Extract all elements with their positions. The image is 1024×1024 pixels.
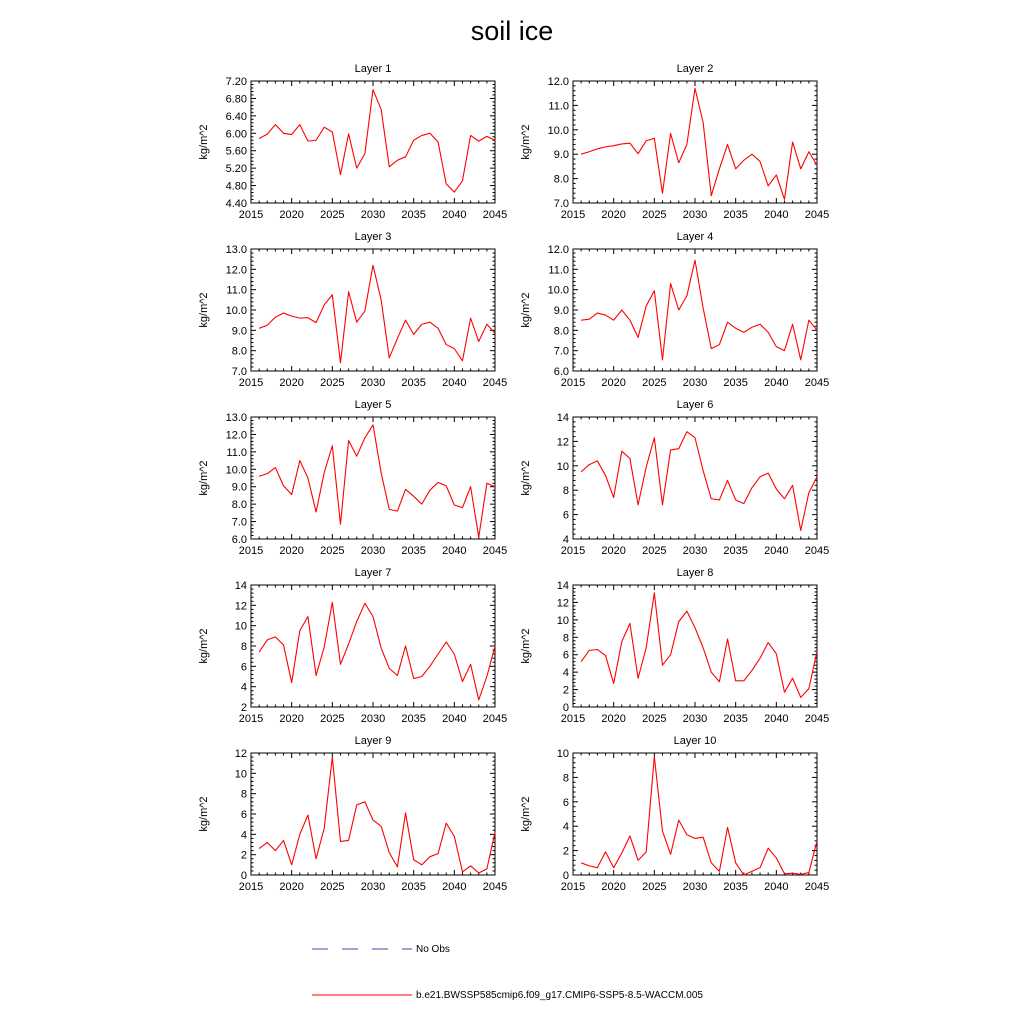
layer-4-title: Layer 4 [676,231,714,243]
layer-2-series-line [581,88,817,199]
layer-2-panel [520,63,829,221]
layer-4-ytick-label: 8.0 [553,325,569,338]
layer-10-ylabel: kg/m^2 [520,796,532,832]
layer-8-ytick-label: 2 [562,684,569,697]
layer-6-title: Layer 6 [676,399,714,411]
layer-9-ytick-label: 8 [240,788,247,801]
layer-4-ytick-label: 6.0 [553,366,569,378]
layer-2-xtick-label: 2020 [601,209,626,221]
layer-5-xtick-label: 2030 [360,545,386,557]
layer-5-ytick-label: 11.0 [226,446,247,459]
layer-3-xtick-label: 2035 [401,377,426,389]
layer-1-xtick-label: 2045 [482,209,508,221]
layer-3-xtick-label: 2040 [442,377,467,389]
layer-1-panel [198,63,507,221]
layer-1-frame [251,81,495,203]
layer-1-ylabel: kg/m^2 [198,124,210,160]
layer-5-xtick-label: 2040 [442,545,467,557]
layer-4-xtick-label: 2035 [723,377,748,389]
layer-7-ytick-label: 4 [240,681,247,694]
layer-3-ytick-label: 9.0 [231,325,247,338]
layer-8-xtick-label: 2035 [723,713,748,725]
layer-8-series-line [581,593,817,698]
layer-8-frame [573,585,817,707]
layer-9-xtick-label: 2045 [482,881,508,893]
layer-2-ytick-label: 8.0 [553,173,569,186]
layer-4-xtick-label: 2040 [764,377,789,389]
layer-6-xtick-label: 2045 [804,545,830,557]
layer-7-ytick-label: 8 [240,641,247,653]
layer-2-ytick-label: 7.0 [553,198,569,210]
layer-4-ytick-label: 11.0 [548,264,569,277]
layer-9-series-line [259,757,495,873]
page-title: soil ice [470,16,554,46]
layer-1-xtick-label: 2040 [442,209,467,221]
layer-9-ytick-label: 4 [240,829,247,842]
layer-3-ytick-label: 10.0 [225,305,247,317]
layer-7-ytick-label: 10 [234,620,247,633]
layer-8-xtick-label: 2015 [560,713,586,725]
layer-9-xtick-label: 2015 [238,881,264,893]
layer-2-xtick-label: 2015 [560,209,586,221]
layer-7-title: Layer 7 [354,567,392,579]
layer-10-ytick-label: 0 [562,870,569,882]
layer-5-ytick-label: 9.0 [231,481,247,494]
layer-3-xtick-label: 2020 [279,377,304,389]
layer-6-xtick-label: 2020 [601,545,626,557]
layer-5-xtick-label: 2020 [279,545,304,557]
layer-1-ytick-label: 5.20 [225,163,247,176]
layer-9-xtick-label: 2035 [401,881,426,893]
layer-1-xtick-label: 2030 [360,209,386,221]
layer-10-panel [520,735,829,893]
layer-3-ytick-label: 7.0 [231,366,247,378]
layer-3-ytick-label: 13.0 [225,244,247,256]
layer-7-xtick-label: 2015 [238,713,264,725]
layer-7-ytick-label: 14 [234,580,247,592]
layer-8-title: Layer 8 [676,567,714,579]
layer-3-xtick-label: 2025 [320,377,345,389]
layer-5-frame [251,417,495,539]
layer-8-ytick-label: 10 [556,614,569,627]
layer-10-ytick-label: 4 [562,821,569,834]
layer-9-ytick-label: 6 [240,809,247,821]
layer-9-panel [198,735,507,893]
layer-8-xtick-label: 2025 [642,713,667,725]
layer-8-panel [520,567,829,725]
layer-6-xtick-label: 2025 [642,545,667,557]
layer-7-xtick-label: 2025 [320,713,345,725]
layer-10-ytick-label: 10 [556,748,569,760]
layer-7-ytick-label: 6 [240,661,247,674]
layer-4-xtick-label: 2015 [560,377,586,389]
layer-1-series-line [259,90,495,192]
layer-8-ytick-label: 14 [556,580,569,592]
layer-2-ytick-label: 10.0 [547,124,569,137]
layer-5-ytick-label: 12.0 [225,429,247,442]
layer-2-ylabel: kg/m^2 [520,124,532,160]
layer-7-series-line [259,602,495,700]
layer-7-frame [251,585,495,707]
layer-9-xtick-label: 2020 [279,881,304,893]
layer-5-xtick-label: 2045 [482,545,508,557]
layer-5-ytick-label: 10.0 [225,464,247,477]
layer-4-frame [573,249,817,371]
layer-9-ytick-label: 12 [234,748,247,760]
layer-9-ytick-label: 10 [234,768,247,781]
layer-2-xtick-label: 2030 [682,209,708,221]
layer-1-ytick-label: 4.80 [225,180,247,193]
layer-8-ytick-label: 6 [562,649,569,662]
layer-4-ytick-label: 10.0 [547,284,569,297]
layer-7-ytick-label: 2 [240,702,247,714]
layer-5-ytick-label: 8.0 [231,499,247,512]
layer-1-xtick-label: 2025 [320,209,345,221]
layer-10-xtick-label: 2045 [804,881,830,893]
layer-1-xtick-label: 2020 [279,209,304,221]
layer-2-ytick-label: 12.0 [547,76,569,88]
layer-5-panel [198,399,507,557]
layer-4-series-line [581,260,817,360]
layer-9-ytick-label: 2 [240,849,247,862]
layer-7-xtick-label: 2040 [442,713,467,725]
layer-1-ytick-label: 6.00 [225,128,247,141]
layer-10-ytick-label: 2 [562,845,569,858]
layer-8-ytick-label: 0 [562,702,569,714]
layer-6-xtick-label: 2040 [764,545,789,557]
layer-8-xtick-label: 2020 [601,713,626,725]
layer-2-ytick-label: 9.0 [553,149,569,162]
layer-6-ytick-label: 10 [556,460,569,473]
layer-9-xtick-label: 2030 [360,881,386,893]
legend-label-model-run: b.e21.BWSSP585cmip6.f09_g17.CMIP6-SSP5-8.5-WACCM.005 [416,990,703,1001]
layer-1-ytick-label: 4.40 [225,198,247,210]
layer-10-xtick-label: 2040 [764,881,789,893]
layer-6-ytick-label: 14 [556,412,569,424]
layer-9-xtick-label: 2040 [442,881,467,893]
layer-2-xtick-label: 2040 [764,209,789,221]
layer-9-frame [251,753,495,875]
layer-7-xtick-label: 2030 [360,713,386,725]
layer-10-title: Layer 10 [673,735,717,747]
layer-4-ytick-label: 7.0 [553,345,569,358]
layer-9-ytick-label: 0 [240,870,247,882]
layer-4-xtick-label: 2030 [682,377,708,389]
layer-1-ytick-label: 6.40 [225,110,247,123]
layer-4-panel [520,231,829,389]
layer-6-ytick-label: 4 [562,534,569,546]
layer-3-ytick-label: 11.0 [226,284,247,297]
layer-2-xtick-label: 2035 [723,209,748,221]
layer-4-xtick-label: 2045 [804,377,830,389]
layer-3-ytick-label: 8.0 [231,345,247,358]
layer-5-xtick-label: 2015 [238,545,264,557]
layer-6-panel [520,399,829,557]
layer-6-frame [573,417,817,539]
layer-4-xtick-label: 2020 [601,377,626,389]
layer-10-xtick-label: 2025 [642,881,667,893]
layer-9-title: Layer 9 [354,735,392,747]
layer-8-ytick-label: 4 [562,667,569,680]
layer-1-ytick-label: 7.20 [225,76,247,88]
layer-8-xtick-label: 2030 [682,713,708,725]
layer-5-series-line [259,425,495,537]
layer-3-series-line [259,265,495,363]
layer-2-title: Layer 2 [676,63,714,75]
layer-4-ylabel: kg/m^2 [520,292,532,328]
layer-7-xtick-label: 2020 [279,713,304,725]
layer-10-ytick-label: 8 [562,772,569,785]
layer-6-xtick-label: 2015 [560,545,586,557]
layer-6-xtick-label: 2035 [723,545,748,557]
layer-3-xtick-label: 2030 [360,377,386,389]
layer-5-xtick-label: 2035 [401,545,426,557]
layer-6-ytick-label: 6 [562,509,569,522]
layer-10-xtick-label: 2020 [601,881,626,893]
layer-1-ytick-label: 6.80 [225,93,247,106]
layer-10-xtick-label: 2030 [682,881,708,893]
layer-3-xtick-label: 2045 [482,377,508,389]
layer-7-xtick-label: 2045 [482,713,508,725]
layer-7-ytick-label: 12 [234,600,247,613]
layer-2-frame [573,81,817,203]
layer-9-ylabel: kg/m^2 [198,796,210,832]
layer-10-xtick-label: 2015 [560,881,586,893]
layer-8-xtick-label: 2045 [804,713,830,725]
layer-5-title: Layer 5 [354,399,392,411]
layer-3-xtick-label: 2015 [238,377,264,389]
layer-3-ylabel: kg/m^2 [198,292,210,328]
layer-5-ylabel: kg/m^2 [198,460,210,496]
layer-2-ytick-label: 11.0 [548,100,569,113]
layer-4-ytick-label: 12.0 [547,244,569,256]
layer-3-ytick-label: 12.0 [225,264,247,277]
layer-6-series-line [581,432,817,531]
layer-5-ytick-label: 7.0 [231,516,247,529]
layer-1-xtick-label: 2015 [238,209,264,221]
layer-5-ytick-label: 13.0 [225,412,247,424]
layer-2-xtick-label: 2045 [804,209,830,221]
layer-6-ylabel: kg/m^2 [520,460,532,496]
legend-label-no-obs: No Obs [416,944,450,955]
layer-6-ytick-label: 12 [556,436,569,449]
layer-1-xtick-label: 2035 [401,209,426,221]
layer-7-panel [198,567,507,725]
layer-7-xtick-label: 2035 [401,713,426,725]
layer-3-title: Layer 3 [354,231,392,243]
layer-10-ytick-label: 6 [562,796,569,809]
layer-4-ytick-label: 9.0 [553,305,569,317]
layer-6-ytick-label: 8 [562,485,569,498]
layer-3-panel [198,231,507,389]
layer-8-ytick-label: 8 [562,632,569,645]
layer-1-ytick-label: 5.60 [225,145,247,158]
layer-5-ytick-label: 6.0 [231,534,247,546]
layer-6-xtick-label: 2030 [682,545,708,557]
layer-9-xtick-label: 2025 [320,881,345,893]
layer-7-ylabel: kg/m^2 [198,628,210,664]
layer-5-xtick-label: 2025 [320,545,345,557]
layer-2-xtick-label: 2025 [642,209,667,221]
layer-8-ytick-label: 12 [556,597,569,610]
layer-10-series-line [581,757,817,875]
layer-8-ylabel: kg/m^2 [520,628,532,664]
layer-4-xtick-label: 2025 [642,377,667,389]
layer-8-xtick-label: 2040 [764,713,789,725]
layer-10-xtick-label: 2035 [723,881,748,893]
layer-1-title: Layer 1 [354,63,392,75]
layer-10-frame [573,753,817,875]
